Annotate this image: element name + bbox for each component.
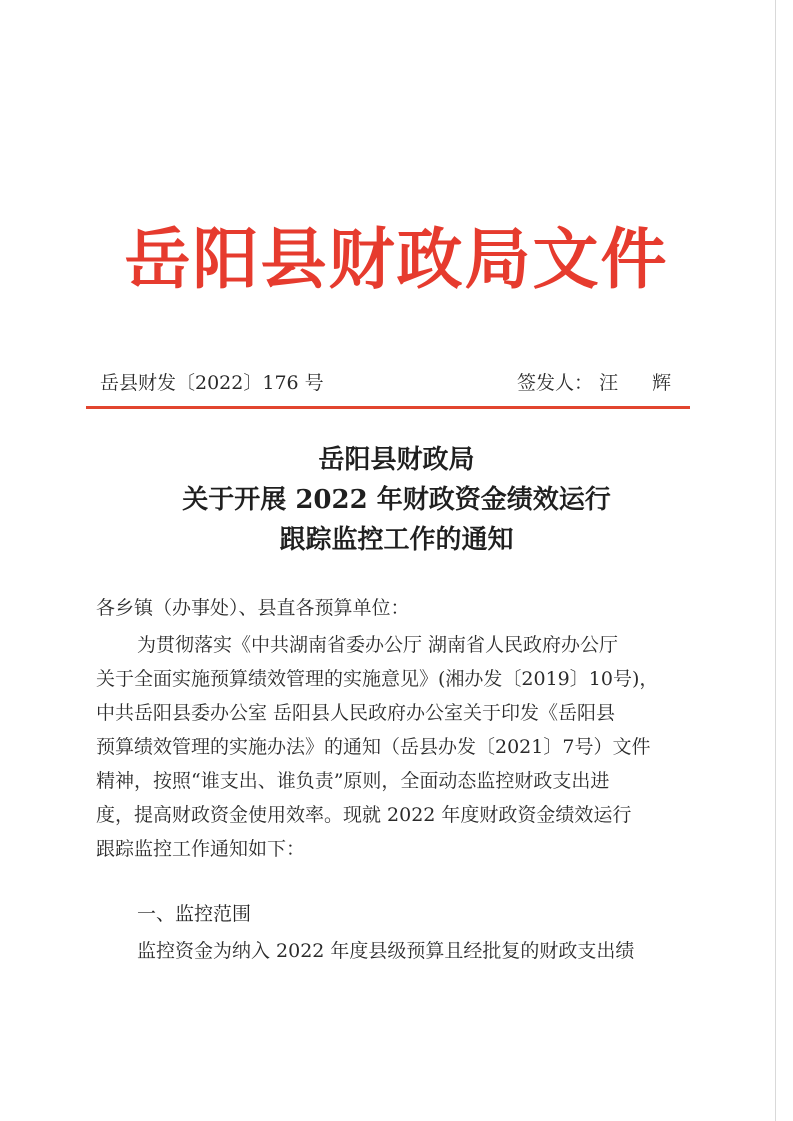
red-header-rule	[86, 406, 690, 409]
salutation: 各乡镇（办事处）、县直各预算单位：	[96, 597, 410, 619]
paragraph-line: 预算绩效管理的实施办法》的通知（岳县办发〔2021〕7号）文件	[96, 736, 651, 758]
document-header-title: 岳阳县财政局文件	[124, 221, 669, 298]
body-paragraph	[96, 628, 686, 866]
document-number: 岳县财发〔2022〕176 号	[100, 372, 324, 394]
paragraph-line: 为贯彻落实《中共湖南省委办公厅 湖南省人民政府办公厅	[137, 634, 619, 656]
paragraph-line: 关于全面实施预算绩效管理的实施意见》(湘办发〔2019〕10号)，	[96, 668, 659, 690]
paragraph-line: 跟踪监控工作通知如下：	[96, 838, 306, 860]
notice-title-line: 跟踪监控工作的通知	[279, 525, 514, 555]
paragraph-line: 监控资金为纳入 2022 年度县级预算且经批复的财政支出绩	[137, 940, 635, 962]
signer-info	[517, 368, 685, 398]
paragraph-line: 度，提高财政资金使用效率。现就 2022 年度财政资金绩效运行	[96, 804, 632, 826]
notice-title	[0, 440, 793, 560]
signer-label: 签发人：	[517, 372, 594, 394]
section-heading: 一、监控范围	[137, 903, 252, 925]
signer-name: 汪 辉	[599, 372, 686, 394]
notice-title-line: 岳阳县财政局	[318, 445, 475, 475]
page-edge-line	[775, 0, 776, 1121]
paragraph-line: 精神，按照“谁支出、谁负责”原则，全面动态监控财政支出进	[96, 770, 610, 792]
notice-title-line: 关于开展 2022 年财政资金绩效运行	[182, 485, 611, 515]
paragraph-line: 中共岳阳县委办公室 岳阳县人民政府办公室关于印发《岳阳县	[96, 702, 616, 724]
